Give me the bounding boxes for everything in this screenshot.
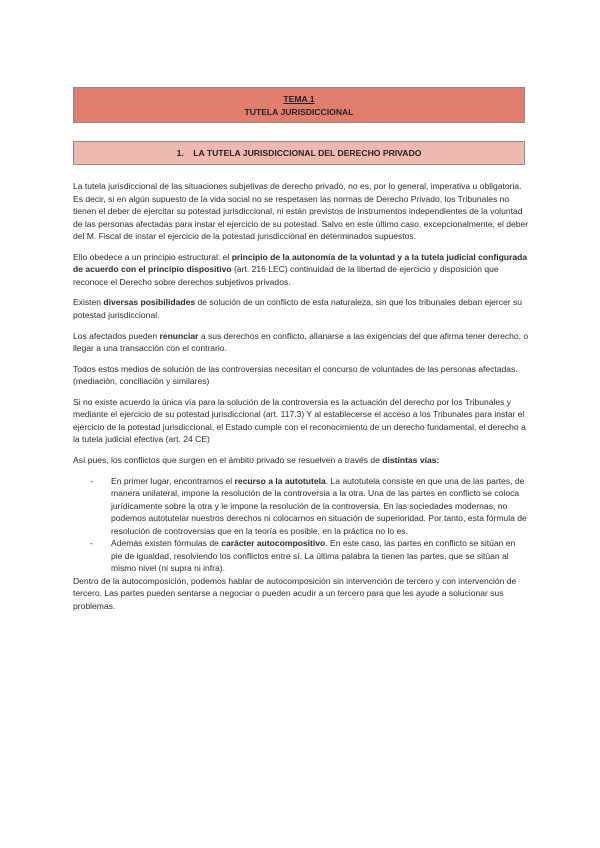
paragraph-3 bbox=[73, 296, 529, 321]
paragraph-6: Si no existe acuerdo la única vía para la solución de la controversia es la actuación del derecho por los Tribunales y mediante el ejercicio de su potestad jurisdiccional (art. 117.3) Y al establecerse el acceso a los Tribunales para instar el ejercicio de la potestad jurisdiccional, el Estado cumple con el reconocimiento de un derecho fundamental, el derecho a la tutela judicial efectiva (art. 24 CE) bbox=[73, 396, 526, 445]
list-item-2-text: Además existen fórmulas de bbox=[111, 538, 222, 549]
paragraph-2-text-end: (art. 216 LEC) continuidad de la libertad de ejercicio y disposición que reconoce el Derecho sobre derechos subjetivos privados. bbox=[73, 264, 499, 287]
paragraph-1: La tutela jurisdiccional de las situaciones subjetivas de derecho privado, no es, por lo general, imperativa u obligatoria. Es decir, si en algún supuesto de la vida social no se respetasen las normas de Derecho Privado, los Tribunales no tienen el deber de ejercitar su potestad jurisdiccional, ni están previstos de instrumentos independientes de la voluntad de las personas afectadas para instar el ejercicio de su potestad. Salvo en este último caso, excepcionalmente, el deber del M. Fiscal de instar el ejercicio de la potestad jurisdiccional en determinados supuestos. bbox=[73, 181, 529, 241]
section-title: 1. LA TUTELA JURISDICCIONAL DEL DERECHO PRIVADO bbox=[176, 148, 422, 158]
paragraph-2-bold: principio de la autonomía de la voluntad y a la tutela judicial configurada de acuerdo con el principio dispositivo bbox=[73, 251, 528, 275]
paragraph-3-bold: diversas posibilidades bbox=[103, 297, 196, 308]
list-dash: - bbox=[90, 538, 93, 549]
list-item-1-text: En primer lugar, encontramos el bbox=[111, 475, 235, 486]
list-item bbox=[73, 537, 529, 575]
paragraph-2 bbox=[73, 251, 529, 289]
topic-number: TEMA 1 bbox=[283, 94, 315, 104]
ways-list bbox=[73, 475, 529, 575]
paragraph-5: Todos estos medios de solución de las controversias necesitan el concurso de voluntades de las personas afectadas. (mediación, conciliación y similares) bbox=[73, 363, 518, 387]
paragraph-4 bbox=[73, 330, 529, 355]
topic-header bbox=[73, 87, 525, 123]
list-item-2-bold: carácter autocompositivo bbox=[221, 538, 326, 549]
list-item-2-text-end: . En este caso, las partes en conflicto se sitúan en pie de igualdad, resolviendo los conflictos entre sí. La última palabra la tienen las partes, que se sitúan al mismo nivel (ni supra ni infra). bbox=[111, 538, 516, 574]
list-item-1-text-end: . La autotutela consiste en que una de las partes, de manera unilateral, impone la resolución de la controversia a la otra. Una de las partes en conflicto se coloca jurídicamente sobre la otra y le impone la resolución de la controversia. En las sociedades modernas, no podemos autotutelar nuestros derechos ni colocarnos en situación de superioridad. Por tanto, esta fórmula de resolución de controversias que en la teoría es posible, en la práctica no lo es. bbox=[111, 475, 527, 536]
list-item bbox=[73, 475, 529, 538]
paragraph-2-text: Ello obedece a un principio estructural: el bbox=[73, 251, 232, 262]
list-item-1-bold: recurso a la autotutela bbox=[234, 475, 326, 486]
list-item-2-subparagraph: Dentro de la autocomposición, podemos hablar de autocomposición sin intervención de tercero y con intervención de tercero. Las partes pueden sentarse a negociar o pueden acudir a un tercero para que les ayude a solucionar sus problemas. bbox=[73, 575, 517, 611]
paragraph-4-text-end: a sus derechos en conflicto, allanarse a las exigencias del que afirma tener derecho, o llegar a una transacción con el contrario. bbox=[73, 330, 529, 354]
document-body bbox=[73, 180, 529, 621]
topic-title: TUTELA JURISDICCIONAL bbox=[244, 107, 354, 117]
paragraph-7-bold: distintas vías: bbox=[382, 455, 440, 466]
paragraph-3-text: Existen bbox=[73, 297, 104, 308]
paragraph-3-text-end: de solución de un conflicto de esta naturaleza, sin que los tribunales deban ejercer su potestad jurisdiccional. bbox=[73, 297, 522, 320]
paragraph-4-bold: renunciar bbox=[159, 330, 199, 341]
paragraph-7-text: Así pues, los conflictos que surgen en el ámbito privado se resuelven a través de bbox=[73, 455, 383, 466]
paragraph-7 bbox=[73, 454, 529, 467]
paragraph-4-text: Los afectados pueden bbox=[73, 330, 160, 341]
section-heading bbox=[73, 141, 525, 165]
list-dash: - bbox=[90, 475, 93, 486]
